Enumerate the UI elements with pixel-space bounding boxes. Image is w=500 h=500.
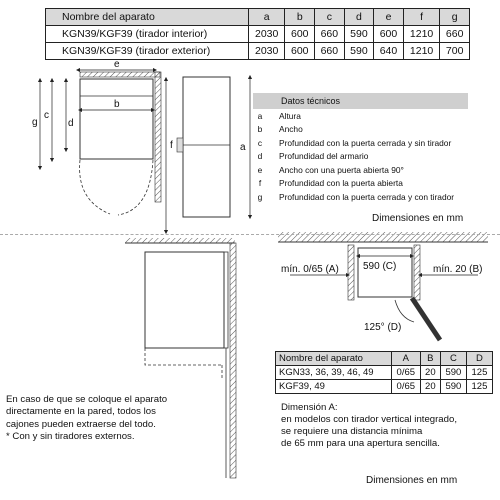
legend-text: Profundidad del armario xyxy=(279,151,369,162)
legend-key: g xyxy=(257,191,263,202)
legend-key: d xyxy=(257,151,263,162)
table-cell: 0/65 xyxy=(391,380,420,394)
table-cell: 600 xyxy=(374,26,404,43)
table-header-cell: C xyxy=(440,352,466,366)
legend-key: f xyxy=(258,178,262,189)
note-line: en modelos con tirador vertical integrado, xyxy=(281,414,457,425)
clearance-table xyxy=(275,351,493,394)
dimensions-note: Dimensiones en mm xyxy=(366,475,458,486)
table-cell: 0/65 xyxy=(391,366,420,380)
table-cell: 590 xyxy=(440,366,466,380)
table-cell: KGN39/KGF39 (tirador exterior) xyxy=(46,43,249,60)
table-cell: KGN39/KGF39 (tirador interior) xyxy=(46,26,249,43)
note-line: cajones pueden extraerse del todo. xyxy=(6,418,156,430)
legend-text: Profundidad con la puerta abierta xyxy=(279,178,403,189)
table-cell: KGF39, 49 xyxy=(276,380,392,394)
note-line: se requiere una distancia mínima xyxy=(281,426,423,437)
table-header-cell: g xyxy=(440,9,470,26)
table-header-cell: A xyxy=(391,352,420,366)
legend-key: b xyxy=(257,124,263,135)
legend-item xyxy=(253,136,468,150)
door-swing-arc xyxy=(118,160,153,215)
table-cell: 590 xyxy=(344,26,374,43)
wall-hatch xyxy=(230,243,236,478)
min-a-label: mín. 0/65 (A) xyxy=(281,264,339,275)
table-cell: 590 xyxy=(344,43,374,60)
table-cell: 700 xyxy=(440,43,470,60)
table-row xyxy=(276,366,493,380)
note-line: de 65 mm para una apertura sencilla. xyxy=(281,438,440,449)
table-header-cell: d xyxy=(344,9,374,26)
table-header-cell: Nombre del aparato xyxy=(46,9,249,26)
dim-label-b: b xyxy=(114,99,120,110)
handle xyxy=(177,138,183,152)
wall-hatch xyxy=(414,245,420,300)
installation-note xyxy=(6,394,216,444)
fridge-body xyxy=(145,252,224,348)
legend-text: Profundidad con la puerta cerrada y con tirador xyxy=(279,191,455,202)
wall-hatch xyxy=(155,72,161,202)
legend-text: Profundidad con la puerta cerrada y sin tirador xyxy=(279,137,452,148)
table-cell: 1210 xyxy=(403,43,440,60)
fridge-body xyxy=(80,79,153,159)
table-cell: 660 xyxy=(440,26,470,43)
table-header-cell: B xyxy=(420,352,440,366)
table-cell: 600 xyxy=(285,43,315,60)
legend-item xyxy=(253,190,468,204)
table-cell: 660 xyxy=(315,43,345,60)
table-cell: 660 xyxy=(315,26,345,43)
legend-text: Ancho con una puerta abierta 90° xyxy=(279,164,404,175)
table-cell: 2030 xyxy=(248,26,285,43)
table-cell: 125 xyxy=(466,366,492,380)
section-divider xyxy=(0,234,500,235)
fridge-front xyxy=(183,77,230,217)
legend-text: Altura xyxy=(279,110,301,121)
note-line: * Con y sin tiradores externos. xyxy=(6,431,135,443)
table-cell: 20 xyxy=(420,366,440,380)
table-header-row xyxy=(276,352,493,366)
note-line: Dimensión A: xyxy=(281,402,338,413)
table-cell: 590 xyxy=(440,380,466,394)
table-cell: 640 xyxy=(374,43,404,60)
door-angle-figure xyxy=(278,232,488,340)
legend-title: Datos técnicos xyxy=(253,93,468,109)
table-header-cell: a xyxy=(248,9,285,26)
legend-item xyxy=(253,177,468,191)
min-b-label: mín. 20 (B) xyxy=(433,264,483,275)
table-cell: KGN33, 36, 39, 46, 49 xyxy=(276,366,392,380)
legend-item xyxy=(253,109,468,123)
table-cell: 20 xyxy=(420,380,440,394)
legend-key: a xyxy=(257,110,263,121)
open-door xyxy=(412,298,440,340)
table-header-cell: f xyxy=(403,9,440,26)
table-header-cell: c xyxy=(315,9,345,26)
table-header-cell: e xyxy=(374,9,404,26)
front-view-figure xyxy=(177,77,250,217)
legend-item xyxy=(253,150,468,164)
dimension-a-note xyxy=(281,402,457,450)
dimensions-note: Dimensiones en mm xyxy=(372,213,464,224)
legend-key: c xyxy=(257,137,263,148)
angle-label: 125° (D) xyxy=(364,322,402,333)
dim-label-f: f xyxy=(170,140,173,151)
wall-hatch xyxy=(348,245,354,300)
table-header-cell: D xyxy=(466,352,492,366)
technical-data-legend xyxy=(253,93,468,204)
table-header-cell: Nombre del aparato xyxy=(276,352,392,366)
table-row xyxy=(276,380,493,394)
legend-item xyxy=(253,123,468,137)
top-view-figure xyxy=(32,59,173,232)
wall-hatch xyxy=(80,72,160,77)
table-cell: 600 xyxy=(285,26,315,43)
table-header-cell: b xyxy=(285,9,315,26)
table-cell: 2030 xyxy=(248,43,285,60)
dim-label-d: d xyxy=(68,118,74,129)
c-value-label: 590 (C) xyxy=(363,261,397,272)
legend-text: Ancho xyxy=(279,124,303,135)
note-line: En caso de que se coloque el aparato xyxy=(6,394,168,405)
legend-item xyxy=(253,163,468,177)
table-cell: 1210 xyxy=(403,26,440,43)
fridge-body xyxy=(358,248,412,297)
note-line: directamente en la pared, todos los xyxy=(6,406,156,418)
dim-label-g: g xyxy=(32,117,38,128)
dim-label-e: e xyxy=(114,59,120,70)
dim-label-a: a xyxy=(240,142,246,153)
table-cell: 125 xyxy=(466,380,492,394)
legend-key: e xyxy=(257,164,263,175)
dim-label-c: c xyxy=(44,110,49,121)
